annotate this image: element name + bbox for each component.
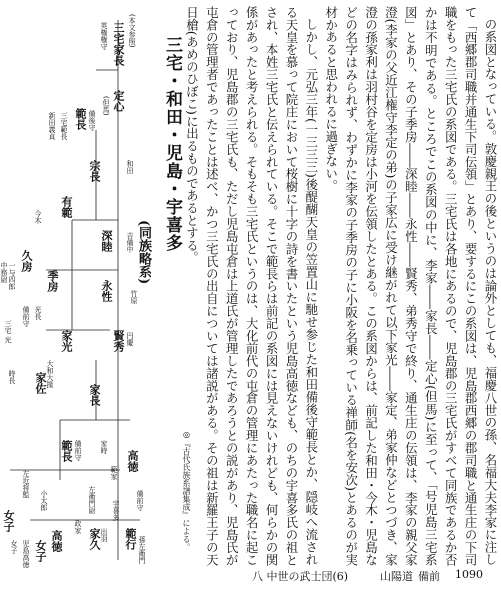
footer-province: 備前: [418, 570, 440, 583]
genealogy-node: 時長: [8, 370, 16, 384]
body-paragraph: の系図となっている。敦慶親王の後というのは論外としても、福慶八世の孫、名福大夫李家に注して「西郷郡司職并通生下司伝領」とあり、要するにこの系図は、児島郡西郷の郡司職と通生庄の下司職をもった三宅氏の系図である。三宅氏は各地にあるので、児島郡の三宅氏がすべて同族であるか否かは不明である。ところでこの系図の中に、李家――家長――定心(但馬)に至って、「号児島三宅系図」とあり、その子季房――深睦――永性――賢秀、弟秀守で終り、通生庄の伝領は、李家の親父家澄(李家の父近江権守李定の弟)の子家広に受け継がれて以下家光――家定、弟家仲などとつづき、家澄の孫家利は羽村谷を定房は小河を伝領したとある。この系図からは、前記した和田・今木・児島などの名字はみられず、わずかに李家の子季房の子に小阪を名乗っている禅師(名を安次)とあるのが実材かあると思われるに過ぎない。: [323, 6, 498, 566]
genealogy-node: 孫左衛門: [138, 536, 146, 564]
section-subtitle: (同族略系): [136, 220, 151, 285]
genealogy-node: 賢秀: [112, 330, 125, 352]
genealogy-node: 家光: [60, 330, 73, 352]
genealogy-node: 三宅 光: [4, 320, 12, 344]
genealogy-node: (本文参照): [128, 14, 136, 48]
genealogy-node: 竹原: [130, 290, 138, 304]
genealogy-node: 新田義貞: [48, 112, 56, 140]
genealogy-node: 久房: [20, 250, 33, 272]
genealogy-node: 英権権守: [100, 22, 108, 50]
genealogy-node: 出羽: [100, 528, 108, 542]
genealogy-node: 三宅家長: [112, 22, 125, 66]
footer-route: 山陽道: [380, 570, 413, 583]
genealogy-node: 三宅範長: [60, 112, 68, 140]
genealogy-node: 備前守: [74, 440, 82, 461]
page-number: 1090: [455, 568, 483, 581]
genealogy-node: 深睦: [100, 230, 113, 252]
genealogy-node: 家時: [100, 440, 108, 454]
section-title: 三宅・和田・児島・宇喜多: [162, 36, 182, 252]
genealogy-node: 大和大掾: [46, 360, 54, 388]
footer-chapter: 八 中世の武士団(6): [252, 570, 349, 583]
genealogy-node: 高徳: [50, 530, 63, 552]
genealogy-node: 備後守: [88, 110, 96, 131]
genealogy-node: 範長: [60, 440, 73, 462]
genealogy-node: 左近将監: [22, 470, 30, 498]
genealogy-node: 女子: [34, 540, 47, 562]
genealogy-node: 範長: [74, 108, 87, 130]
genealogy-node: 中務尉: [0, 262, 8, 283]
genealogy-node: 高徳: [126, 450, 139, 472]
genealogy-node: 備前守: [136, 490, 144, 511]
genealogy-node: 有範: [60, 196, 73, 218]
genealogy-node: 女子: [10, 540, 18, 554]
genealogy-node: 政家: [74, 520, 82, 534]
genealogy-node: 円慶: [126, 332, 134, 346]
page-footer: [0, 566, 501, 586]
genealogy-node: (但馬): [102, 96, 110, 116]
genealogy-node: 女子: [2, 510, 15, 532]
genealogy-node: 今木: [34, 210, 42, 224]
genealogy-node: 小太郎: [40, 490, 48, 511]
genealogy-node: 宗長: [88, 160, 101, 182]
genealogy-node: 季房: [46, 270, 59, 292]
genealogy-node: 和田: [126, 160, 134, 174]
genealogy-node: 家佐: [34, 372, 47, 394]
genealogy-node: 児島高徳: [22, 540, 30, 568]
genealogy-node: 吉備中: [126, 232, 134, 253]
genealogy-node: 範行: [124, 528, 137, 550]
genealogy-node: 宇喜多: [112, 500, 120, 521]
body-paragraph: しかし、元弘三年(一三三三)後醍醐天皇の笠置山に馳せ参じた和田備後守範長とか、隠岐へ流される天皇を慕って院庄において桜樹に十字の詩を書いたという児島高徳なども、のちの宇喜多氏の祖とされ、本姓三宅氏と伝えられている。そこで範長らは前記の系図には見えないけれども、何らかの関係があったと考えられる。そもそも三宅氏というのは、大化前代の屯倉の管理にあたった職名に起こっており、児島郡の三宅氏も、ただし児島屯倉は上道氏が管理したであろうとの説があり、児島氏が屯倉の管理者であったことは述べ、かつ三宅氏の出自については諸説がある。その祖は新羅王子の天日槍(あめのひぼこ)に出るものであるとする。: [184, 6, 319, 566]
body-text: [182, 6, 500, 566]
genealogy-node: 範家: [110, 466, 118, 480]
genealogy-chart: [0, 0, 150, 568]
genealogy-node: 家長: [88, 384, 101, 406]
genealogy-node: 家久: [88, 528, 101, 550]
genealogy-node: 備前守: [22, 306, 30, 327]
genealogy-node: 一与四郎: [8, 262, 16, 290]
genealogy-node: 定心: [112, 90, 125, 112]
genealogy-node: 光長: [34, 306, 42, 320]
source-note: ◎『古代氏族系譜集成』による。: [182, 430, 191, 551]
genealogy-node: 永性: [100, 280, 113, 302]
genealogy-node: 左衛門尉: [88, 486, 96, 514]
